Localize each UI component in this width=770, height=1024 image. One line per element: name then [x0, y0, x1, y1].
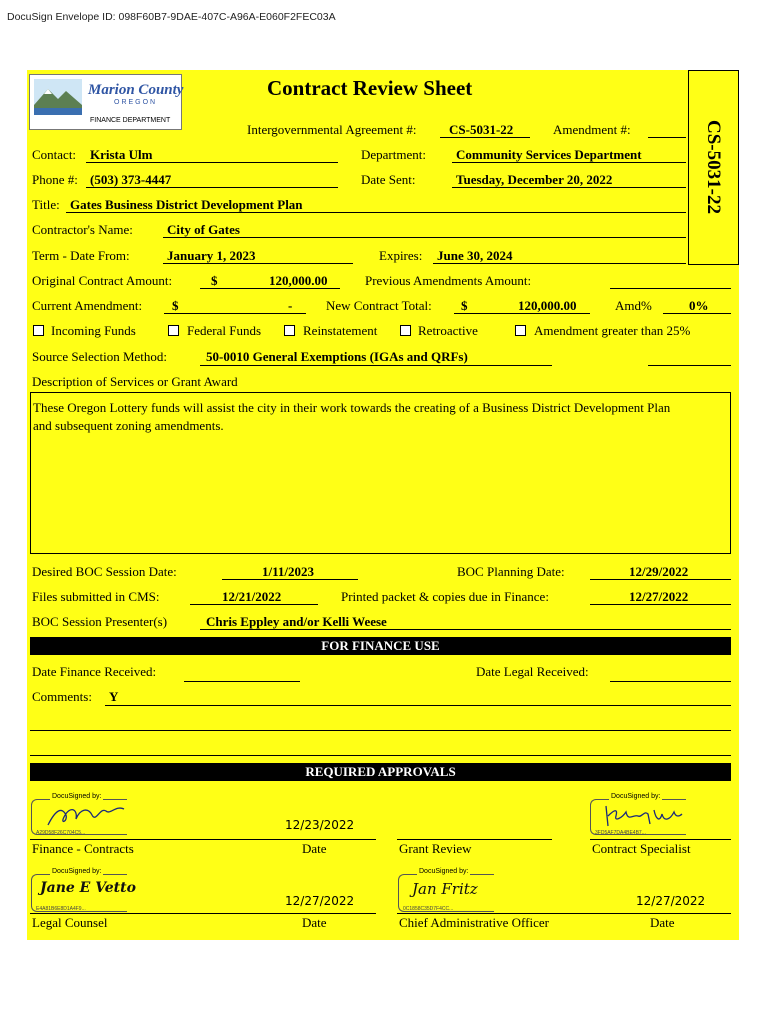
docusigned-label: DocuSigned by: [52, 868, 102, 875]
phone-label: Phone #: [32, 172, 78, 187]
checkbox-label: Reinstatement [303, 323, 378, 338]
date-label: Date [650, 915, 675, 930]
checkbox-incoming-funds[interactable] [33, 325, 44, 336]
description-line: These Oregon Lottery funds will assist the city in their work towards the creating of a Business District Development Plan [33, 400, 671, 415]
grant-review-role: Grant Review [399, 841, 472, 856]
department-value[interactable]: Community Services Department [456, 147, 642, 162]
description-label: Description of Services or Grant Award [32, 374, 238, 389]
date-label: Date [302, 841, 327, 856]
previous-amendments-label: Previous Amendments Amount: [365, 273, 532, 288]
contact-label: Contact: [32, 147, 77, 162]
comments-label: Comments: [32, 689, 92, 704]
checkbox-label: Federal Funds [187, 323, 262, 338]
checkbox-federal-funds[interactable] [168, 325, 179, 336]
packet-due-value[interactable]: 12/27/2022 [629, 589, 689, 604]
previous-amendments-field[interactable] [610, 288, 731, 289]
description-line: and subsequent zoning amendments. [33, 418, 224, 433]
phone-value[interactable]: (503) 373-4447 [90, 172, 172, 187]
checkbox-label: Incoming Funds [51, 323, 136, 338]
original-amount-label: Original Contract Amount: [32, 273, 173, 288]
original-amount-value[interactable]: 120,000.00 [269, 273, 328, 288]
cao-signature-text: Jan Fritz [412, 880, 478, 898]
cao-role: Chief Administrative Officer [399, 915, 549, 930]
department-label: Department: [361, 147, 426, 162]
new-total-label: New Contract Total: [326, 298, 432, 313]
current-amendment-label: Current Amendment: [32, 298, 143, 313]
source-selection-label: Source Selection Method: [32, 349, 168, 364]
contact-value[interactable]: Krista Ulm [90, 147, 153, 162]
expires-value[interactable]: June 30, 2024 [437, 248, 513, 263]
logo-department: FINANCE DEPARTMENT [90, 117, 171, 124]
logo-org-name: Marion County [88, 82, 184, 98]
handwritten-signature-icon [600, 800, 684, 830]
expires-label: Expires: [379, 248, 423, 263]
amendment-label: Amendment #: [553, 122, 631, 137]
docusigned-label: DocuSigned by: [611, 793, 661, 800]
docusigned-label: DocuSigned by: [52, 793, 102, 800]
checkbox-amendment-over-25[interactable] [515, 325, 526, 336]
legal-counsel-date[interactable]: 12/27/2022 [285, 894, 355, 908]
title-label: Title: [32, 197, 60, 212]
original-amount-currency: $ [211, 273, 218, 288]
contractor-value[interactable]: City of Gates [167, 222, 240, 237]
term-from-label: Term - Date From: [32, 248, 130, 263]
docusigned-label: DocuSigned by: [419, 868, 469, 875]
signer-id: E4A81B6E8D1A4F9... [36, 906, 86, 912]
contract-specialist-role: Contract Specialist [592, 841, 691, 856]
presenter-label: BOC Session Presenter(s) [32, 614, 168, 629]
comments-value[interactable]: Y [109, 689, 119, 704]
cao-date[interactable]: 12/27/2022 [636, 894, 706, 908]
boc-session-label: Desired BOC Session Date: [32, 564, 177, 579]
term-from-value[interactable]: January 1, 2023 [167, 248, 256, 263]
date-legal-received-label: Date Legal Received: [476, 664, 589, 679]
new-total-value[interactable]: 120,000.00 [518, 298, 577, 313]
source-selection-value[interactable]: 50-0010 General Exemptions (IGAs and QRFs) [206, 349, 468, 364]
current-amendment-currency: $ [172, 298, 179, 313]
signer-id: 3FD5AF7DA4BE4B7... [595, 830, 646, 836]
required-approvals-header: REQUIRED APPROVALS [30, 763, 731, 781]
vertical-contract-id: CS-5031-22 [703, 120, 724, 214]
cms-value[interactable]: 12/21/2022 [222, 589, 282, 604]
contractor-label: Contractor's Name: [32, 222, 133, 237]
legal-counsel-role: Legal Counsel [32, 915, 108, 930]
finance-contracts-date[interactable]: 12/23/2022 [285, 818, 355, 832]
legal-counsel-signature-text: Jane E Vetto [40, 880, 136, 896]
boc-planning-value[interactable]: 12/29/2022 [629, 564, 689, 579]
new-total-currency: $ [461, 298, 468, 313]
agreement-label: Intergovernmental Agreement #: [247, 122, 417, 137]
checkbox-label: Retroactive [418, 323, 478, 338]
boc-planning-label: BOC Planning Date: [457, 564, 565, 579]
handwritten-signature-icon [44, 801, 128, 831]
checkbox-retroactive[interactable] [400, 325, 411, 336]
page-title: Contract Review Sheet [267, 76, 473, 100]
amd-percent-value[interactable]: 0% [689, 298, 709, 313]
amd-percent-label: Amd% [615, 298, 652, 313]
envelope-id: DocuSign Envelope ID: 098F60B7-9DAE-407C-A96A-E060F2FEC03A [7, 11, 336, 23]
title-value[interactable]: Gates Business District Development Plan [70, 197, 303, 212]
boc-session-value[interactable]: 1/11/2023 [262, 564, 315, 579]
description-textarea[interactable] [30, 392, 731, 554]
checkbox-reinstatement[interactable] [284, 325, 295, 336]
finance-contracts-role: Finance - Contracts [32, 841, 134, 856]
presenter-value[interactable]: Chris Eppley and/or Kelli Weese [206, 614, 387, 629]
cms-label: Files submitted in CMS: [32, 589, 160, 604]
date-sent-label: Date Sent: [361, 172, 416, 187]
marion-county-logo [29, 74, 182, 130]
logo-state: OREGON [114, 99, 158, 106]
checkbox-label: Amendment greater than 25% [534, 323, 691, 338]
date-label: Date [302, 915, 327, 930]
amendment-number-field[interactable] [648, 137, 686, 138]
signer-id: A29D58F26C704C5... [36, 830, 86, 836]
current-amendment-value[interactable]: - [288, 298, 293, 313]
date-finance-received-label: Date Finance Received: [32, 664, 157, 679]
packet-due-label: Printed packet & copies due in Finance: [341, 589, 549, 604]
date-legal-received-field[interactable] [610, 681, 731, 682]
signer-id: 0C1858C35D7F4CC... [403, 906, 454, 912]
finance-use-header: FOR FINANCE USE [30, 637, 731, 655]
date-finance-received-field[interactable] [184, 681, 300, 682]
date-sent-value[interactable]: Tuesday, December 20, 2022 [456, 172, 613, 187]
agreement-number[interactable]: CS-5031-22 [449, 122, 514, 137]
grant-review-signature-line[interactable] [397, 839, 552, 840]
